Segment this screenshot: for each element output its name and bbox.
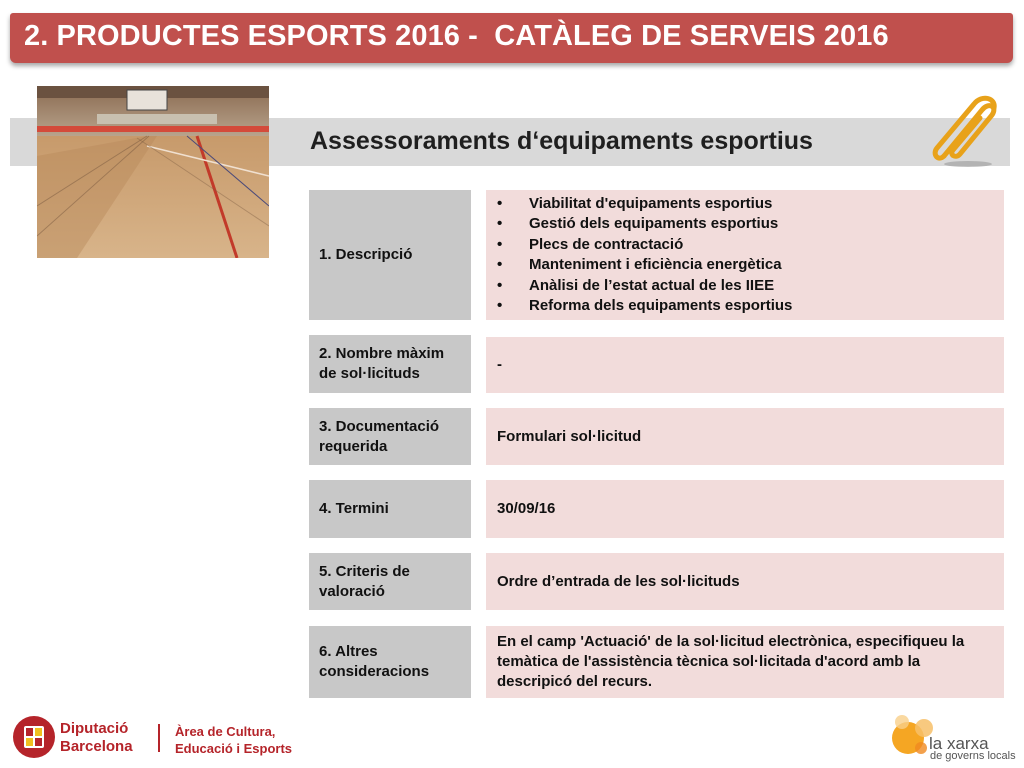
title-bar (10, 13, 1013, 63)
list-item: • Viabilitat d'equipaments esportius (497, 194, 792, 215)
row-label-nombre-maxim: 2. Nombre màxim de sol·licituds (309, 335, 471, 393)
row-value-criteris: Ordre d’entrada de les sol·licituds (486, 553, 1004, 610)
page-title: 2. PRODUCTES ESPORTS 2016 - CATÀLEG DE SERVEIS 2016 (24, 20, 889, 52)
diputacio-line1: Diputació (60, 720, 129, 737)
area-name (175, 723, 292, 757)
section-title: Assessoraments d‘equipaments esportius (310, 127, 813, 155)
list-item: • Reforma dels equipaments esportius (497, 296, 792, 317)
paperclip-icon (930, 92, 1002, 168)
row-value-documentacio: Formulari sol·licitud (486, 408, 1004, 465)
area-line1: Àrea de Cultura, (175, 724, 276, 739)
row-value-altres: En el camp 'Actuació' de la sol·licitud electrònica, especifiqueu la temàtica de l'assistència tècnica sol·licitada d'acord amb la descripicó del recurs. (486, 626, 1004, 698)
xarxa-title: la xarxa (929, 734, 989, 753)
row-value-termini: 30/09/16 (486, 480, 1004, 538)
row-value-nombre-maxim: - (486, 337, 1004, 393)
description-list (497, 194, 792, 317)
diputacio-line2: Barcelona (60, 738, 133, 755)
list-item: • Anàlisi de l’estat actual de les IIEE (497, 276, 792, 297)
list-item: • Plecs de contractació (497, 235, 792, 256)
row-label-criteris: 5. Criteris de valoració (309, 553, 471, 610)
area-line2: Educació i Esports (175, 741, 293, 756)
row-label-altres: 6. Altres consideracions (309, 626, 471, 698)
sports-court-photo (37, 86, 269, 258)
row-label-termini: 4. Termini (309, 480, 471, 538)
list-item: • Manteniment i eficiència energètica (497, 255, 792, 276)
row-value-descripcio (486, 190, 1004, 320)
xarxa-subtitle: de governs locals (930, 750, 1016, 762)
diputacio-name (60, 720, 133, 756)
footer-divider (158, 724, 160, 752)
row-label-descripcio: 1. Descripció (309, 190, 471, 320)
row-label-documentacio: 3. Documentació requerida (309, 408, 471, 465)
diputacio-logo (12, 714, 56, 760)
list-item: • Gestió dels equipaments esportius (497, 214, 792, 235)
